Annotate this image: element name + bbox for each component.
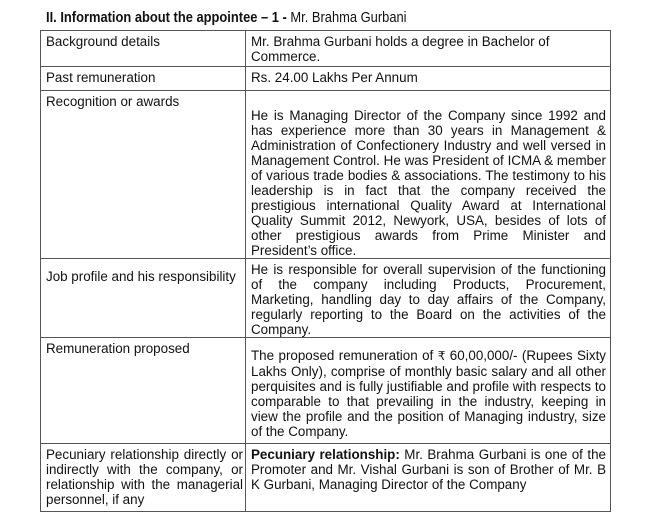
row-value-cell <box>246 31 611 67</box>
row-value: He is Managing Director of the Company since 1992 and has experience more than 30 years in Management & Administration of Confectionery Industry and well versed in Management Control. He was President of ICMA & member of various trade bodies & associations. The testimony to his leadership is in fact that the company received the prestigious international Quality Award at International Quality Summit 2012, Newyork, USA, besides of lots of other prestigious awards from Prime Minister and President’s office. <box>251 108 606 258</box>
row-value-prefix: The proposed remuneration of <box>251 348 438 363</box>
section-heading-lead: II. Information about the appointee – 1 - <box>46 9 287 26</box>
row-label: Job profile and his responsibility <box>46 269 236 284</box>
row-label-cell <box>41 338 246 444</box>
row-value-cell <box>246 259 611 338</box>
row-label: Pecuniary relationship directly or indirectly with the company, or relationship with the managerial personnel, if any <box>46 447 243 507</box>
row-label: Background details <box>46 34 160 49</box>
table-row-pecuniary <box>41 444 611 512</box>
table-row-background <box>41 31 611 67</box>
row-value-text: Mr. Brahma Gurbani is one of the Promoter and Mr. Vishal Gurbani is son of Brother of Mr. B K Gurbani, Managing Director of the Company <box>251 447 606 492</box>
row-value-bold: Pecuniary relationship: <box>251 447 400 462</box>
table-row-job-profile <box>41 259 611 338</box>
row-label-cell <box>41 91 246 259</box>
table-row-remuneration-proposed <box>41 338 611 444</box>
row-value-suffix: 60,00,000/- (Rupees Sixty Lakhs Only), comprise of monthly basic salary and all other perquisites and is fully justifiable and profile with respects to comparable to that prevailing in the industry, keeping in view the profile and the position of Managing industry, size of the Company. <box>251 348 606 439</box>
table-row-recognition <box>41 91 611 259</box>
row-value: Mr. Brahma Gurbani holds a degree in Bachelor of Commerce. <box>251 34 550 64</box>
row-value-cell <box>246 67 611 91</box>
appointee-name: Mr. Brahma Gurbani <box>286 9 407 26</box>
row-value-cell <box>246 338 611 444</box>
row-value: Rs. 24.00 Lakhs Per Annum <box>251 70 418 85</box>
row-label: Past remuneration <box>46 70 156 85</box>
row-value-cell <box>246 444 611 512</box>
row-value: He is responsible for overall supervision of the functioning of the company including Products, Procurement, Marketing, handling day to day affairs of the Company, regularly reporting to the Board on the activities of the Company. <box>251 262 606 337</box>
appointee-info-table <box>40 30 611 512</box>
rupee-icon: ₹ <box>437 349 446 363</box>
row-label-cell <box>41 31 246 67</box>
row-value <box>251 447 606 492</box>
row-label-cell <box>41 259 246 338</box>
row-label: Recognition or awards <box>46 94 180 109</box>
row-label: Remuneration proposed <box>46 341 190 356</box>
row-value <box>251 341 606 439</box>
section-heading <box>46 9 407 26</box>
row-label-cell <box>41 67 246 91</box>
row-label-cell <box>41 444 246 512</box>
row-value-cell <box>246 91 611 259</box>
table-row-past-remuneration <box>41 67 611 91</box>
